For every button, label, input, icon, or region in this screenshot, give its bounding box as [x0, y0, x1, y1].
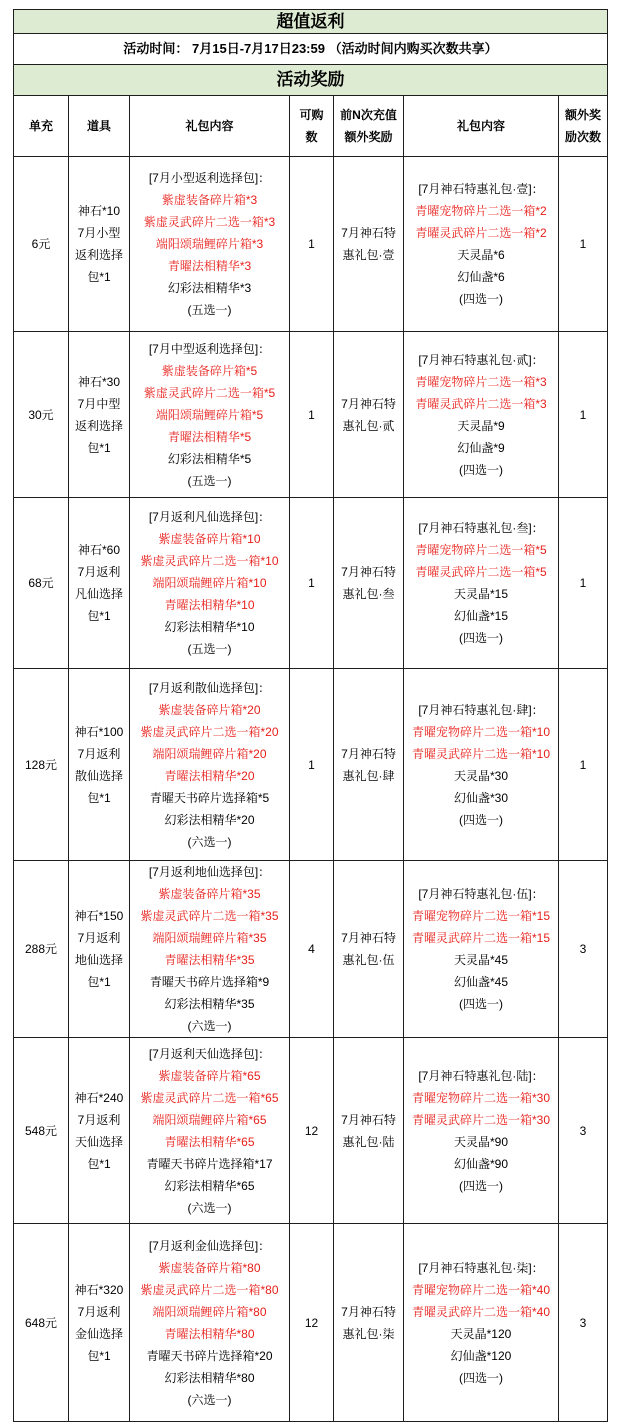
content2-line: 天灵晶*30 — [453, 768, 509, 783]
gift-name-line: 惠礼包·壹 — [342, 248, 395, 262]
content-line: 端阳颂瑞鲤碎片箱*10 — [152, 576, 267, 590]
item-line: 神石*320 — [74, 1282, 124, 1297]
extra-times-cell: 1 — [559, 498, 608, 669]
gift-cell — [334, 157, 404, 332]
qty-cell: 1 — [290, 498, 334, 669]
item-line: 神石*100 — [74, 724, 124, 739]
content-line: (五选一) — [187, 303, 232, 317]
gift-name-line: 惠礼包·肆 — [342, 768, 395, 783]
item-line: 7月小型 — [77, 226, 121, 240]
price-cell: 68元 — [14, 498, 69, 669]
content-line: (五选一) — [187, 642, 232, 656]
content2-line: 天灵晶*90 — [453, 1134, 509, 1149]
content-line: 幻彩法相精华*35 — [164, 997, 255, 1011]
content-line: 端阳颂瑞鲤碎片箱*5 — [155, 407, 264, 422]
item-line: 神石*240 — [74, 1090, 124, 1105]
content-line: 紫虚装备碎片箱*10 — [158, 532, 261, 546]
content-cell — [130, 332, 290, 498]
price-cell: 128元 — [14, 669, 69, 861]
gift-name-line: 惠礼包·叁 — [342, 587, 395, 601]
qty-cell: 12 — [290, 1224, 334, 1422]
content-cell — [130, 498, 290, 669]
content2-cell — [404, 157, 559, 332]
content2-line: 青曜宠物碎片二选一箱*40 — [411, 1282, 551, 1297]
item-line: 7月返利 — [77, 565, 121, 579]
content-line: [7月小型返利选择包]： — [148, 171, 271, 185]
content2-line: 天灵晶*45 — [453, 953, 509, 967]
content-line: 青曜法相精华*65 — [164, 1134, 255, 1149]
content-cell — [130, 1038, 290, 1224]
item-line: 散仙选择 — [74, 768, 123, 783]
extra-times-cell: 3 — [559, 1038, 608, 1224]
content2-line: [7月神石特惠礼包·陆]： — [418, 1068, 544, 1083]
header-single-charge: 单充 — [14, 96, 69, 157]
qty-cell: 1 — [290, 157, 334, 332]
item-line: 返利选择 — [74, 418, 123, 433]
content-line: 青曜天书碎片选择箱*9 — [149, 975, 270, 989]
gift-name-line: 惠礼包·柒 — [342, 1326, 395, 1341]
content2-line: 青曜灵武碎片二选一箱*30 — [411, 1112, 551, 1127]
item-line: 凡仙选择 — [74, 587, 123, 601]
content2-cell — [404, 498, 559, 669]
gift-name-line: 7月神石特 — [341, 226, 396, 240]
gift-name-line: 7月神石特 — [341, 565, 396, 579]
content-line: [7月返利天仙选择包]： — [148, 1046, 271, 1061]
gift-name-line: 7月神石特 — [341, 1112, 396, 1127]
header-content: 礼包内容 — [130, 96, 290, 157]
content-line: (六选一) — [187, 1392, 232, 1407]
table-row — [14, 861, 608, 1038]
content-line: 端阳颂瑞鲤碎片箱*3 — [155, 237, 264, 251]
content-line: 端阳颂瑞鲤碎片箱*80 — [152, 1304, 267, 1319]
content-cell — [130, 861, 290, 1038]
content-line: 幻彩法相精华*10 — [164, 620, 255, 634]
content2-line: [7月神石特惠礼包·伍]： — [418, 887, 544, 901]
item-cell — [69, 332, 130, 498]
extra-times-cell: 1 — [559, 332, 608, 498]
extra-times-cell: 3 — [559, 1224, 608, 1422]
content2-line: 青曜灵武碎片二选一箱*3 — [415, 396, 547, 411]
gift-name-line: 惠礼包·贰 — [342, 418, 395, 433]
table-row — [14, 332, 608, 498]
content-line: (五选一) — [187, 473, 232, 488]
content-line: 青曜法相精华*35 — [164, 953, 255, 967]
gift-name-line: 惠礼包·陆 — [342, 1134, 395, 1149]
content2-line: (四选一) — [459, 292, 503, 306]
header-qty-line: 数 — [305, 130, 318, 144]
price-cell: 548元 — [14, 1038, 69, 1224]
content-line: [7月返利散仙选择包]： — [148, 680, 271, 695]
item-line: 7月返利 — [77, 931, 121, 945]
gift-cell — [334, 1224, 404, 1422]
content-line: 端阳颂瑞鲤碎片箱*65 — [152, 1112, 267, 1127]
item-line: 包*1 — [87, 270, 111, 284]
content2-line: 幻仙盏*9 — [457, 440, 505, 455]
content2-line: 青曜灵武碎片二选一箱*10 — [411, 746, 551, 761]
table-row — [14, 498, 608, 669]
item-line: 7月返利 — [77, 1304, 121, 1319]
header-content2: 礼包内容 — [404, 96, 559, 157]
content-line: (六选一) — [187, 834, 232, 849]
content2-line: [7月神石特惠礼包·肆]： — [418, 702, 544, 717]
content2-line: (四选一) — [459, 462, 503, 477]
content2-line: (四选一) — [459, 1370, 503, 1385]
header-row — [14, 96, 608, 157]
header-extra-line: 额外奖励 — [344, 130, 393, 144]
content-cell — [130, 1224, 290, 1422]
content-line: 紫虚灵武碎片二选一箱*10 — [140, 554, 279, 568]
item-line: 地仙选择 — [74, 953, 123, 967]
content-line: [7月中型返利选择包]： — [148, 341, 271, 356]
extra-times-cell: 1 — [559, 669, 608, 861]
content-line: 紫虚装备碎片箱*65 — [158, 1068, 261, 1083]
title-row — [14, 10, 608, 34]
content-line: [7月返利凡仙选择包]： — [148, 510, 271, 524]
item-line: 7月返利 — [77, 746, 121, 761]
content-cell — [130, 669, 290, 861]
activity-time-row — [14, 34, 608, 65]
table-row — [14, 157, 608, 332]
content2-line: 青曜宠物碎片二选一箱*15 — [411, 909, 551, 923]
rebate-table — [13, 9, 608, 1422]
item-line: 神石*60 — [77, 543, 121, 557]
content2-cell — [404, 1224, 559, 1422]
content-line: 紫虚装备碎片箱*80 — [158, 1260, 261, 1275]
content-line: 端阳颂瑞鲤碎片箱*35 — [152, 931, 267, 945]
gift-name-line: 7月神石特 — [341, 746, 396, 761]
content-line: 幻彩法相精华*5 — [167, 451, 252, 466]
header-qty-line: 可购 — [299, 108, 324, 122]
content2-line: 幻仙盏*15 — [453, 609, 509, 623]
qty-cell: 4 — [290, 861, 334, 1038]
content2-line: 青曜灵武碎片二选一箱*15 — [411, 931, 551, 945]
content-line: 紫虚灵武碎片二选一箱*5 — [143, 385, 276, 400]
content2-line: 青曜宠物碎片二选一箱*10 — [411, 724, 551, 739]
item-line: 神石*30 — [77, 374, 121, 389]
item-line: 返利选择 — [74, 248, 123, 262]
item-line: 金仙选择 — [74, 1326, 123, 1341]
item-line: 包*1 — [87, 975, 111, 989]
content2-line: 幻仙盏*45 — [453, 975, 509, 989]
content2-line: (四选一) — [459, 631, 503, 645]
content2-cell — [404, 1038, 559, 1224]
content2-line: 青曜宠物碎片二选一箱*2 — [415, 204, 547, 218]
content2-line: [7月神石特惠礼包·叁]： — [418, 521, 544, 535]
content2-line: [7月神石特惠礼包·柒]： — [418, 1260, 544, 1275]
header-qty — [290, 96, 334, 157]
content-line: 紫虚灵武碎片二选一箱*65 — [140, 1090, 279, 1105]
content2-line: 青曜宠物碎片二选一箱*5 — [415, 543, 547, 557]
item-line: 神石*10 — [77, 204, 121, 218]
content-line: [7月返利地仙选择包]： — [148, 865, 271, 879]
content2-line: 幻仙盏*30 — [453, 790, 509, 805]
item-line: 包*1 — [87, 440, 111, 455]
content2-line: 幻仙盏*120 — [450, 1348, 512, 1363]
content2-line: 青曜灵武碎片二选一箱*2 — [415, 226, 547, 240]
content-line: 紫虚灵武碎片二选一箱*80 — [140, 1282, 279, 1297]
content2-line: 天灵晶*120 — [450, 1326, 512, 1341]
table-row — [14, 669, 608, 861]
section-title: 活动奖励 — [14, 65, 608, 96]
item-line: 7月返利 — [77, 1112, 121, 1127]
content2-cell — [404, 332, 559, 498]
gift-name-line: 7月神石特 — [341, 396, 396, 411]
header-extra — [334, 96, 404, 157]
extra-times-cell: 1 — [559, 157, 608, 332]
gift-cell — [334, 861, 404, 1038]
table-row — [14, 1224, 608, 1422]
content-cell — [130, 157, 290, 332]
content-line: 青曜法相精华*10 — [164, 598, 255, 612]
content-line: [7月返利金仙选择包]： — [148, 1238, 271, 1253]
gift-cell — [334, 669, 404, 861]
price-cell: 648元 — [14, 1224, 69, 1422]
content-line: 紫虚装备碎片箱*5 — [161, 363, 258, 378]
header-extra-line: 前N次充值 — [340, 108, 397, 122]
price-cell: 6元 — [14, 157, 69, 332]
content2-line: (四选一) — [459, 812, 503, 827]
page-title: 超值返利 — [14, 10, 608, 34]
content-line: 青曜法相精华*80 — [164, 1326, 255, 1341]
content-line: 幻彩法相精华*65 — [164, 1178, 255, 1193]
item-line: 神石*150 — [74, 909, 124, 923]
content-line: 紫虚灵武碎片二选一箱*35 — [140, 909, 279, 923]
header-extra-times-line: 额外奖 — [565, 108, 602, 122]
header-extra-times — [559, 96, 608, 157]
item-cell — [69, 1038, 130, 1224]
content2-line: 青曜灵武碎片二选一箱*5 — [415, 565, 547, 579]
qty-cell: 12 — [290, 1038, 334, 1224]
item-line: 包*1 — [87, 1348, 111, 1363]
item-line: 包*1 — [87, 1156, 111, 1171]
content2-line: 青曜宠物碎片二选一箱*30 — [411, 1090, 551, 1105]
content2-line: 幻仙盏*6 — [457, 270, 505, 284]
item-cell — [69, 157, 130, 332]
content-line: 青曜天书碎片选择箱*17 — [146, 1156, 273, 1171]
content-line: 青曜天书碎片选择箱*20 — [146, 1348, 273, 1363]
gift-cell — [334, 1038, 404, 1224]
content2-line: 幻仙盏*90 — [453, 1156, 509, 1171]
item-cell — [69, 669, 130, 861]
section-row — [14, 65, 608, 96]
content-line: 端阳颂瑞鲤碎片箱*20 — [152, 746, 267, 761]
content-line: 青曜法相精华*5 — [167, 429, 252, 444]
content-line: 幻彩法相精华*20 — [164, 812, 255, 827]
content2-line: 青曜灵武碎片二选一箱*40 — [411, 1304, 551, 1319]
item-line: 包*1 — [87, 609, 111, 623]
gift-name-line: 惠礼包·伍 — [342, 953, 395, 967]
content-line: 紫虚装备碎片箱*3 — [161, 193, 258, 207]
gift-name-line: 7月神石特 — [341, 931, 396, 945]
activity-time: 活动时间： 7月15日-7月17日23:59 （活动时间内购买次数共享） — [14, 34, 608, 65]
header-extra-times-line: 励次数 — [565, 130, 602, 144]
content-line: 青曜法相精华*3 — [167, 259, 252, 273]
content2-line: 天灵晶*15 — [453, 587, 509, 601]
content2-line: (四选一) — [459, 1178, 503, 1193]
content-line: (六选一) — [187, 1019, 232, 1033]
content-line: 紫虚灵武碎片二选一箱*3 — [143, 215, 276, 229]
qty-cell: 1 — [290, 332, 334, 498]
content2-line: [7月神石特惠礼包·壹]： — [418, 182, 544, 196]
gift-cell — [334, 332, 404, 498]
content-line: 幻彩法相精华*80 — [164, 1370, 255, 1385]
gift-name-line: 7月神石特 — [341, 1304, 396, 1319]
content-line: (六选一) — [187, 1200, 232, 1215]
content-line: 青曜法相精华*20 — [164, 768, 255, 783]
item-cell — [69, 1224, 130, 1422]
item-line: 包*1 — [87, 790, 111, 805]
table-row — [14, 1038, 608, 1224]
extra-times-cell: 3 — [559, 861, 608, 1038]
item-line: 天仙选择 — [74, 1134, 123, 1149]
qty-cell: 1 — [290, 669, 334, 861]
content2-cell — [404, 861, 559, 1038]
price-cell: 288元 — [14, 861, 69, 1038]
content2-cell — [404, 669, 559, 861]
item-cell — [69, 498, 130, 669]
content-line: 紫虚装备碎片箱*20 — [158, 702, 261, 717]
content2-line: 天灵晶*6 — [457, 248, 505, 262]
header-item: 道具 — [69, 96, 130, 157]
gift-cell — [334, 498, 404, 669]
content2-line: 天灵晶*9 — [457, 418, 505, 433]
content2-line: 青曜宠物碎片二选一箱*3 — [415, 374, 547, 389]
content-line: 紫虚装备碎片箱*35 — [158, 887, 261, 901]
item-cell — [69, 861, 130, 1038]
content-line: 紫虚灵武碎片二选一箱*20 — [140, 724, 279, 739]
content2-line: [7月神石特惠礼包·贰]： — [418, 352, 544, 367]
price-cell: 30元 — [14, 332, 69, 498]
item-line: 7月中型 — [77, 396, 121, 411]
content2-line: (四选一) — [459, 997, 503, 1011]
content-line: 幻彩法相精华*3 — [167, 281, 252, 295]
content-line: 青曜天书碎片选择箱*5 — [149, 790, 270, 805]
